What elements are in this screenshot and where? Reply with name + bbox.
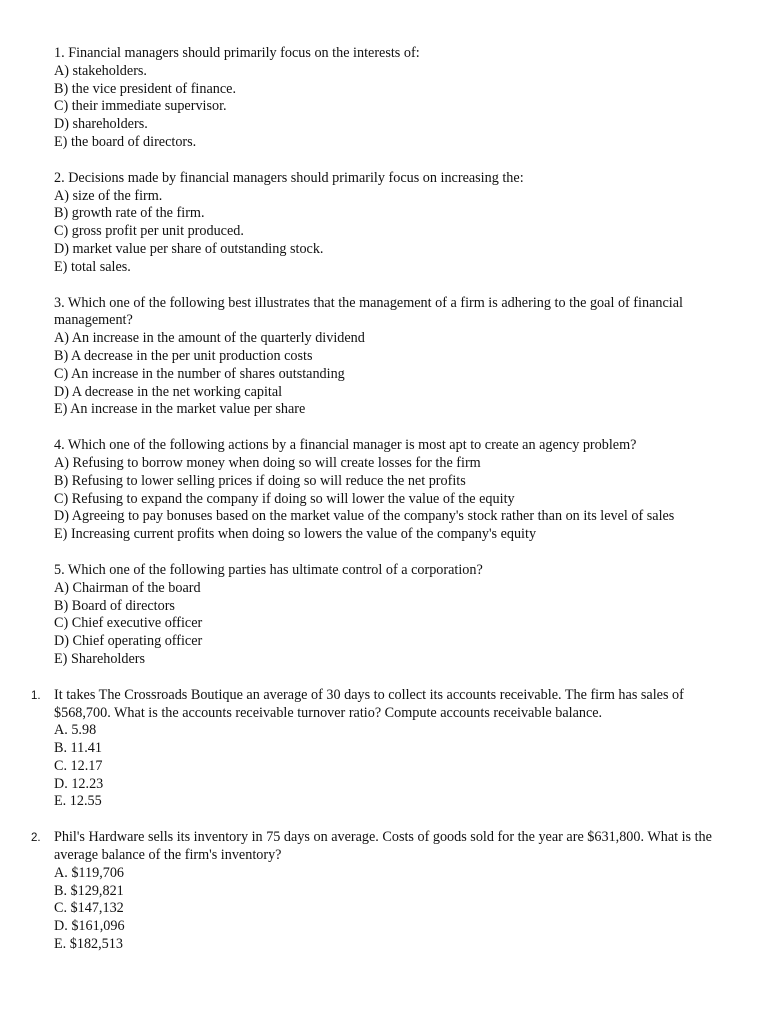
option-c: C) An increase in the number of shares outstanding (54, 365, 345, 382)
option-b: B. 11.41 (54, 740, 102, 757)
option-c: C. $147,132 (54, 900, 124, 917)
option-a: A) Refusing to borrow money when doing so will create losses for the firm (54, 454, 481, 471)
list-number: 1. (31, 689, 41, 702)
option-c: C) Chief executive officer (54, 615, 203, 632)
question-1 (54, 45, 734, 152)
option-e: E. $182,513 (54, 936, 123, 953)
option-e: E) the board of directors. (54, 133, 197, 150)
option-c: C) their immediate supervisor. (54, 98, 227, 115)
question-2 (54, 170, 734, 277)
option-e: E) total sales. (54, 258, 131, 275)
option-a: A) Chairman of the board (54, 579, 201, 596)
question-text: It takes The Crossroads Boutique an average of 30 days to collect its accounts receivable. The firm has sales of $568,700. What is the accounts receivable turnover ratio? Compute accounts receivable balance. (54, 686, 684, 721)
option-b: B) Board of directors (54, 597, 175, 614)
option-b: B) the vice president of finance. (54, 80, 236, 97)
numbered-question-1 (31, 686, 734, 812)
question-text: Phil's Hardware sells its inventory in 75 days on average. Costs of goods sold for the year are $631,800. What is the average balance of the firm's inventory? (54, 829, 712, 864)
option-b: B) A decrease in the per unit production costs (54, 347, 313, 364)
option-c: C) Refusing to expand the company if doing so will lower the value of the equity (54, 490, 515, 507)
question-text: 5. Which one of the following parties has ultimate control of a corporation? (54, 561, 483, 578)
question-text: 3. Which one of the following best illustrates that the management of a firm is adhering to the goal of financial management? (54, 294, 683, 329)
option-d: D) shareholders. (54, 116, 148, 133)
option-a: A) stakeholders. (54, 62, 147, 79)
option-b: B. $129,821 (54, 882, 124, 899)
question-text: 4. Which one of the following actions by a financial manager is most apt to create an agency problem? (54, 437, 637, 454)
question-3 (54, 295, 734, 420)
option-e: E) An increase in the market value per share (54, 401, 306, 418)
option-e: E. 12.55 (54, 793, 102, 810)
option-a: A. $119,706 (54, 864, 125, 881)
list-number: 2. (31, 832, 41, 845)
option-d: D. $161,096 (54, 918, 125, 935)
option-b: B) growth rate of the firm. (54, 205, 205, 222)
option-c: C. 12.17 (54, 757, 103, 774)
question-4 (54, 437, 734, 544)
option-d: D) market value per share of outstanding stock. (54, 240, 324, 257)
option-e: E) Increasing current profits when doing so lowers the value of the company's equity (54, 526, 537, 543)
option-a: A. 5.98 (54, 722, 97, 739)
question-5 (54, 562, 734, 669)
option-c: C) gross profit per unit produced. (54, 223, 244, 240)
numbered-question-2 (31, 829, 734, 954)
question-text: 2. Decisions made by financial managers should primarily focus on increasing the: (54, 169, 524, 186)
option-a: A) size of the firm. (54, 187, 163, 204)
document-page (31, 45, 734, 972)
option-d: D) A decrease in the net working capital (54, 383, 283, 400)
option-e: E) Shareholders (54, 650, 146, 667)
option-d: D. 12.23 (54, 775, 104, 792)
option-d: D) Agreeing to pay bonuses based on the market value of the company's stock rather than on its level of sales (54, 508, 675, 525)
option-d: D) Chief operating officer (54, 633, 203, 650)
option-a: A) An increase in the amount of the quarterly dividend (54, 330, 365, 347)
option-b: B) Refusing to lower selling prices if doing so will reduce the net profits (54, 472, 466, 489)
question-text: 1. Financial managers should primarily focus on the interests of: (54, 45, 420, 61)
